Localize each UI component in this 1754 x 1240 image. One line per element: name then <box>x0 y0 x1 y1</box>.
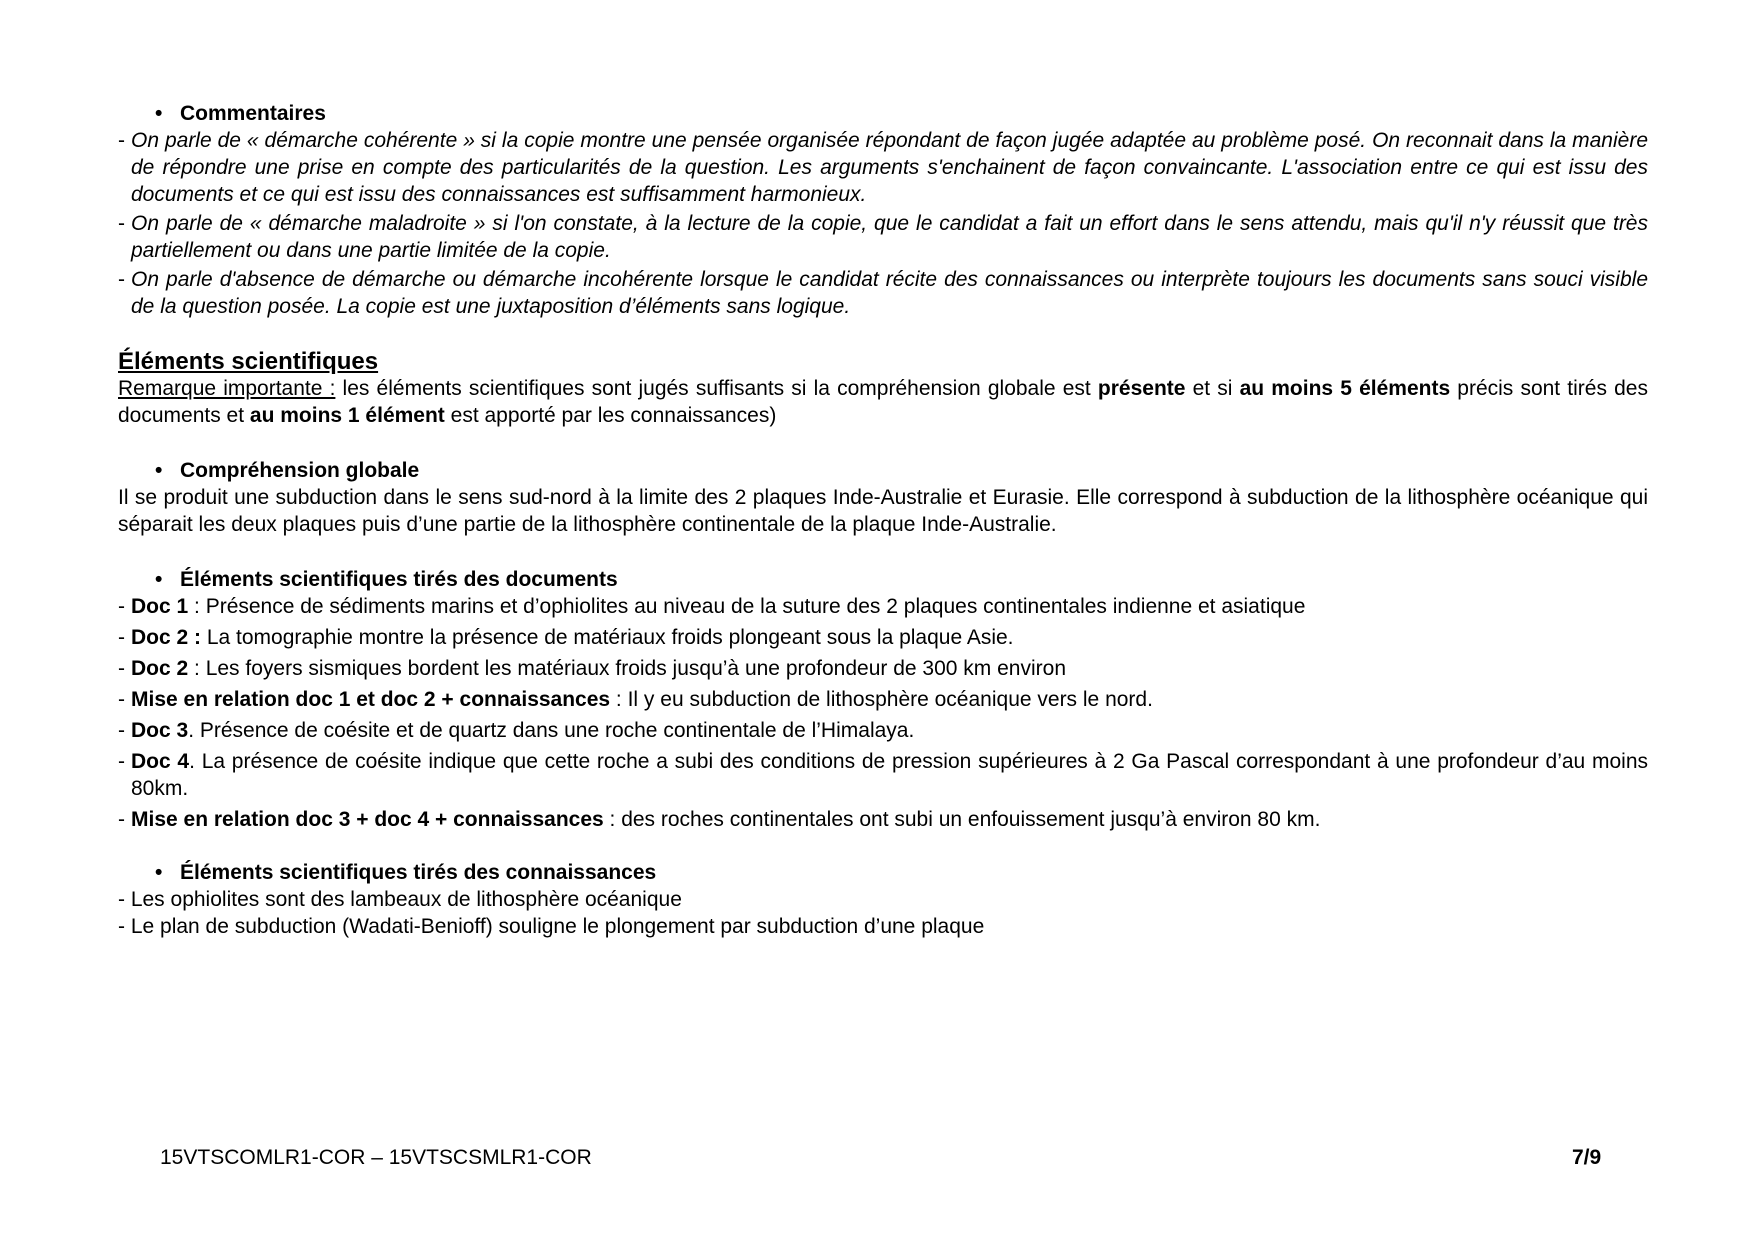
page-number: 7/9 <box>1572 1146 1602 1169</box>
list-item: - On parle de « démarche cohérente » si la copie montre une pensée organisée répondant de façon jugée adaptée au problème posé. On reconnait dans la manière de répondre une prise en compte des particularités de la question. Les arguments s'enchainent de façon convaincante. L'association entre ce qui est issu des documents et ce qui est issu des connaissances est suffisamment harmonieux. <box>118 127 1648 208</box>
list-item: - Doc 3. Présence de coésite et de quartz dans une roche continentale de l’Himalaya. <box>118 717 1648 744</box>
commentaires-heading: • Commentaires <box>118 100 1648 127</box>
remarque-paragraph: Remarque importante : les éléments scientifiques sont jugés suffisants si la compréhension globale est présente et si au moins 5 éléments précis sont tirés des documents et au moins 1 élément est apporté par les connaissances) <box>118 377 1648 427</box>
footer-code: 15VTSCOMLR1-COR – 15VTSCSMLR1-COR <box>160 1146 592 1169</box>
page-content <box>118 100 1648 940</box>
list-item: - On parle de « démarche maladroite » si l'on constate, à la lecture de la copie, que le candidat a fait un effort dans le sens attendu, mais qu'il n'y réussit que très partiellement ou dans une partie limitée de la copie. <box>118 210 1648 264</box>
list-item: - Doc 2 : Les foyers sismiques bordent les matériaux froids jusqu’à une profondeur de 300 km environ <box>118 655 1648 682</box>
connaissances-heading: • Éléments scientifiques tirés des connaissances <box>118 859 1648 886</box>
list-item: - Doc 2 : La tomographie montre la présence de matériaux froids plongeant sous la plaque Asie. <box>118 624 1648 651</box>
list-item: - Le plan de subduction (Wadati-Benioff) souligne le plongement par subduction d’une plaque <box>118 915 985 938</box>
commentaires-list <box>118 127 1648 320</box>
section-title: Éléments scientifiques <box>118 348 379 375</box>
list-item: - Les ophiolites sont des lambeaux de lithosphère océanique <box>118 888 682 911</box>
list-item: - Doc 1 : Présence de sédiments marins et d’ophiolites au niveau de la suture des 2 plaques continentales indienne et asiatique <box>118 593 1648 620</box>
list-item: - Mise en relation doc 3 + doc 4 + connaissances : des roches continentales ont subi un enfouissement jusqu’à environ 80 km. <box>118 806 1648 833</box>
comprehension-text: Il se produit une subduction dans le sens sud-nord à la limite des 2 plaques Inde-Australie et Eurasie. Elle correspond à subduction de la lithosphère océanique qui séparait les deux plaques puis d’une partie de la lithosphère continentale de la plaque Inde-Australie. <box>118 486 1648 536</box>
documents-list <box>118 593 1648 833</box>
documents-heading: • Éléments scientifiques tirés des documents <box>118 566 1648 593</box>
list-item: - On parle d'absence de démarche ou démarche incohérente lorsque le candidat récite des connaissances ou interprète toujours les documents sans souci visible de la question posée. La copie est une juxtaposition d’éléments sans logique. <box>118 266 1648 320</box>
comprehension-heading: • Compréhension globale <box>118 457 1648 484</box>
list-item: - Doc 4. La présence de coésite indique que cette roche a subi des conditions de pression supérieures à 2 Ga Pascal correspondant à une profondeur d’au moins 80km. <box>118 748 1648 802</box>
remarque-label: Remarque importante : <box>118 377 336 400</box>
list-item: - Mise en relation doc 1 et doc 2 + connaissances : Il y eu subduction de lithosphère océanique vers le nord. <box>118 686 1648 713</box>
